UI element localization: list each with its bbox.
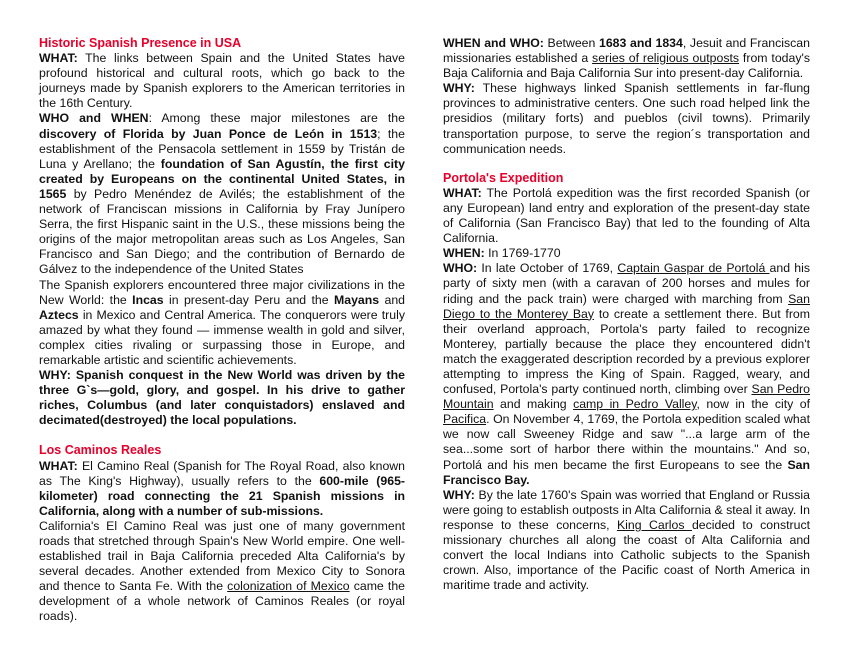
text-span: In 1769-1770 [484, 246, 561, 261]
label-what: WHAT: [39, 458, 78, 473]
text-span: to create a settlement there. But from their overland approach, Portola's party failed to recognize Monterey, partially because the place they encountered didn't match the exaggerated description recorded by a previous explorer attempting to impress the King of Spain. Ragged, weary, and confused, Portola's party continued north, climbing over [443, 306, 810, 397]
label-what: WHAT: [39, 51, 78, 66]
link-san-pedro-mountain: San Pedro Mountain [443, 382, 810, 412]
label-who: WHO: [443, 261, 478, 276]
text-span: : Among these major milestones are the [148, 111, 405, 126]
text-span: from today's Baja California and Baja California Sur into present-day California. [443, 51, 810, 81]
text-span: These highways linked Spanish settlements in far-flung provinces to administrative centers. One such road helped link the presidios (military forts) and pueblos (civil towns). Primarily transportation purpose, to serve the region´s transportation and communication needs. [443, 81, 810, 156]
paragraph-why-highways [443, 81, 810, 156]
bold-san-francisco-bay: San Francisco Bay. [443, 457, 810, 487]
section-gap [443, 157, 810, 171]
link-camp-in-pedro-valley: camp in Pedro Valley [573, 397, 697, 412]
label-when: WHEN: [443, 246, 485, 261]
text-span: In late October of 1769, [477, 261, 618, 276]
paragraph-why-portola [443, 488, 810, 594]
text-span: El Camino Real (Spanish for The Royal Road, also known as The King's Highway), usually refers to the [39, 458, 405, 488]
label-who-and-when: WHO and WHEN [39, 111, 149, 126]
heading-historic-spanish-presence: Historic Spanish Presence in USA [39, 36, 242, 50]
text-span: by Pedro Menéndez de Avilés; the establishment of the network of Franciscan missions in California by Fray Junípero Serra, the first Hispanic saint in the U.S., these missions being the origins of the major metropolitan areas such as Los Angeles, San Francisco and San Diego; and the contribution of Bernardo de Gálvez to the independence of the United States [39, 186, 405, 277]
text-span: , Jesuit and Franciscan missionaries established a [443, 36, 810, 66]
paragraph-who-portola [443, 261, 810, 487]
text-span: California's El Camino Real was just one of many government roads that stretched through Spain's New World empire. One well-established trail in Baja California preceded Alta California's by several decades. Another extended from Mexico City to Sonora and thence to Santa Fe. With the [39, 518, 405, 594]
paragraph-when-portola [443, 246, 810, 261]
bold-florida-discovery: discovery of Florida by Juan Ponce de León in 1513 [39, 126, 378, 141]
label-why: WHY: [443, 81, 475, 96]
link-king-carlos: King Carlos [616, 517, 692, 532]
section-gap [39, 428, 405, 443]
bold-incas: Incas [132, 292, 164, 307]
right-column [443, 36, 810, 593]
bold-1683-1834: 1683 and 1834 [599, 36, 683, 50]
bold-aztecs: Aztecs [39, 307, 79, 322]
paragraph-when-and-who [443, 36, 810, 81]
link-colonization-of-mexico: colonization of Mexico [227, 579, 350, 594]
paragraph-three-civilizations [39, 278, 405, 369]
label-why: WHY: [443, 487, 475, 502]
paragraph-what-camino-real [39, 459, 405, 519]
paragraph-what-links [39, 51, 405, 111]
text-span: came the development of a whole network of Caminos Reales (or royal roads). [39, 579, 405, 624]
text-span: and making [493, 397, 574, 412]
text-span: ; the establishment of the Pensacola settlement in 1559 by Tristán de Luna y Arellano; the [39, 126, 405, 171]
text-span: and [379, 292, 406, 307]
paragraph-why-three-gs [39, 368, 405, 428]
text-span: The Portolá expedition was the first recorded Spanish (or any European) land entry and exploration of the present-day state of California (San Francisco Bay) that led to the founding of Alta California. [443, 185, 810, 246]
text-span: in Mexico and Central America. The conquerors were truly amazed by what they found — immense wealth in gold and silver, complex cities rivaling or surpassing those in Europe, and remarkable artistic and scientific achievements. [39, 307, 405, 367]
label-what: WHAT: [443, 185, 482, 200]
text-span: decided to construct missionary churches all along the coast of Alta California and convert the local Indians into Catholic subjects to the Spanish crown. Also, importance of the Pacific coast of North America in maritime trade and activity. [443, 517, 811, 593]
bold-600-mile-road: 600-mile (965-kilometer) road connecting the 21 Spanish missions in California, along with a number of sub-missions. [39, 473, 405, 518]
text-span: , now in the city of [696, 397, 810, 412]
paragraph-government-roads [39, 519, 405, 625]
text-span: By the late 1760's Spain was worried that England or Russia were going to establish outposts in Alta California & steal it away. In response to these concerns, [443, 487, 810, 532]
text-span: Between [543, 36, 599, 50]
link-captain-gaspar-de-portola: Captain Gaspar de Portolá [617, 261, 770, 276]
bold-san-agustin-foundation: foundation of San Agustín, the first city created by Europeans on the continental United States, in 1565 [39, 156, 405, 201]
text-span: . On November 4, 1769, the Portola expedition scaled what we now call Sweeney Ridge and saw "...a large arm of the sea...some sort of harbor there within the mountains." And so, Portolá and his men became the first Europeans to see the [443, 412, 810, 472]
text-span: and his party of sixty men (with a caravan of 200 horses and mules for riding and the pack train) were charged with marching from [443, 261, 810, 306]
link-series-of-religious-outposts: series of religious outposts [592, 51, 740, 66]
left-column [39, 36, 405, 625]
text-span: The Spanish explorers encountered three major civilizations in the New World: the [39, 277, 405, 307]
heading-los-caminos-reales: Los Caminos Reales [39, 443, 162, 458]
label-when-and-who: WHEN and WHO: [443, 36, 544, 50]
link-pacifica: Pacifica [443, 412, 487, 427]
paragraph-who-and-when [39, 111, 405, 277]
paragraph-what-portola [443, 186, 810, 246]
bold-mayans: Mayans [334, 292, 380, 307]
text-what-links: The links between Spain and the United States have profound historical and cultural roots, which go back to the journeys made by Spanish explorers to the American territories in the 16th Century. [39, 51, 405, 111]
text-span: in present-day Peru and the [163, 292, 334, 307]
link-san-diego-to-monterey-bay: San Diego to the Monterey Bay [443, 291, 810, 321]
heading-portolas-expedition: Portola's Expedition [443, 170, 564, 185]
bold-why-three-gs: WHY: Spanish conquest in the New World was driven by the three G`s—gold, glory, and gospel. In his drive to gather riches, Columbus (and later conquistadors) enslaved and decimated(destroyed) the local populations. [39, 368, 405, 428]
